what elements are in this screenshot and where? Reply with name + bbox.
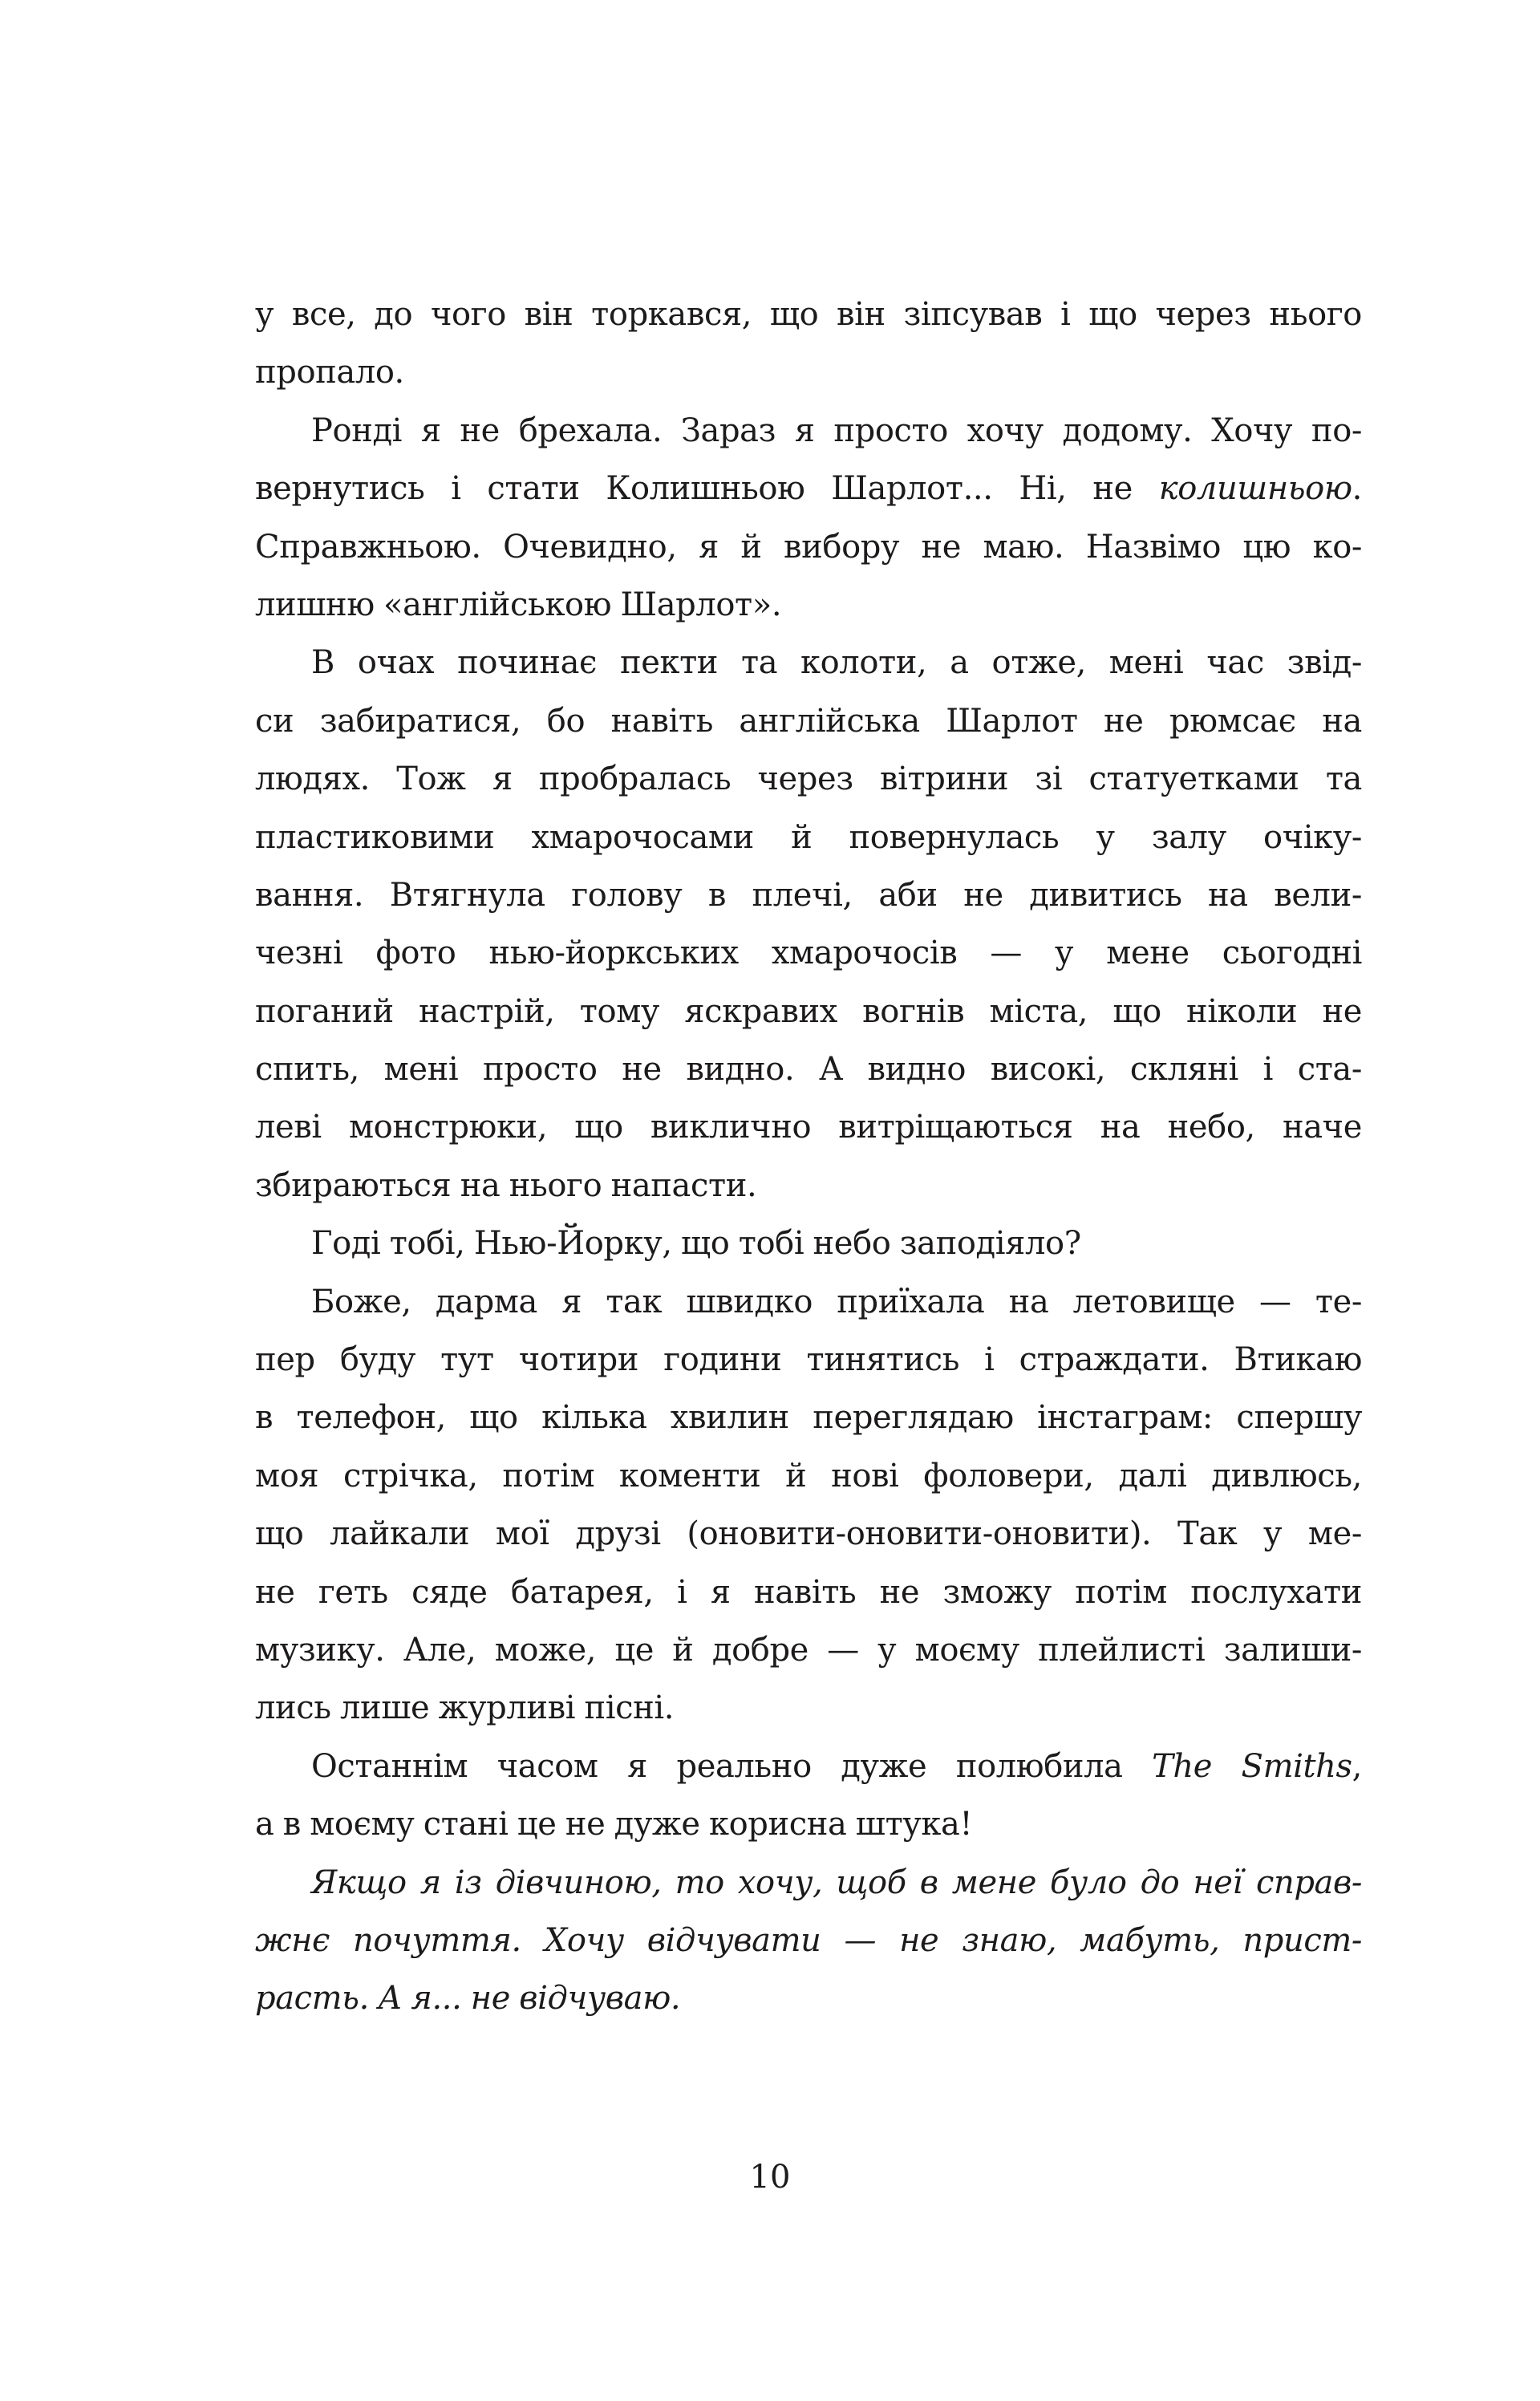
text-line <box>255 518 1362 576</box>
body-text: Боже, дарма я так швидко приїхала на летовище — те- <box>311 1283 1362 1320</box>
text-line-content <box>311 402 1362 460</box>
body-text: В очах починає пекти та колоти, а отже, мені час звід- <box>311 644 1362 682</box>
text-line <box>255 634 1362 692</box>
body-text: вання. Втягнула голову в плечі, аби не дивитись на вели- <box>255 876 1362 914</box>
text-line <box>255 1912 1362 1969</box>
text-line-content <box>255 1505 1362 1563</box>
text-line <box>255 286 1362 343</box>
text-line-content <box>255 1795 1362 1853</box>
body-text: Справжньою. Очевидно, я й вибору не маю. Назвімо цю ко- <box>255 528 1362 566</box>
text-line <box>255 1969 1362 2027</box>
text-line-content <box>311 634 1362 692</box>
text-line-content <box>255 1331 1362 1389</box>
text-line-content <box>255 1389 1362 1446</box>
text-line-content <box>311 1738 1362 1795</box>
text-line-content <box>255 692 1362 750</box>
text-line <box>255 1040 1362 1098</box>
text-line <box>255 460 1362 517</box>
text-line <box>255 343 1362 401</box>
italic-text: Якщо я із дівчиною, то хочу, щоб в мене було до неї справ- <box>311 1864 1362 1901</box>
italic-text: жнє почуття. Хочу відчувати — не знаю, мабуть, прист- <box>255 1921 1362 1959</box>
text-line <box>255 402 1362 460</box>
text-line-content <box>255 1679 1362 1737</box>
text-line-content <box>255 576 1362 634</box>
text-line <box>255 692 1362 750</box>
book-page-body <box>255 286 1362 2028</box>
text-line-content <box>311 1273 1362 1331</box>
body-text: моя стрічка, потім коменти й нові фоловери, далі дивлюсь, <box>255 1457 1362 1495</box>
italic-text: колишньою <box>1158 470 1352 508</box>
body-text: у все, до чого він торкався, що він зіпсував і що через нього <box>255 296 1362 333</box>
body-text: пропало. <box>255 354 404 391</box>
body-text: . <box>1352 470 1362 508</box>
body-text: лишню «англійською Шарлот». <box>255 586 782 623</box>
text-line-content <box>255 750 1362 808</box>
text-line <box>255 576 1362 634</box>
body-text: леві монстрюки, що виклично витріщаються на небо, наче <box>255 1109 1362 1146</box>
text-line-content <box>311 1215 1362 1272</box>
text-line-content <box>255 1447 1362 1505</box>
italic-text: расть. А я... не відчуваю. <box>255 1980 681 2018</box>
text-line-content <box>255 1621 1362 1679</box>
body-text: музику. Але, може, це й добре — у моєму плейлисті залиши- <box>255 1631 1362 1669</box>
italic-text: The Smiths <box>1152 1747 1352 1785</box>
body-text: лись лише журливі пісні. <box>255 1689 675 1727</box>
body-text: поганий настрій, тому яскравих вогнів міста, що ніколи не <box>255 992 1362 1030</box>
text-line-content <box>255 1040 1362 1098</box>
text-line-content <box>255 1563 1362 1621</box>
text-line-content <box>255 924 1362 982</box>
text-line-content <box>255 518 1362 576</box>
text-line <box>255 1795 1362 1853</box>
text-line-content <box>255 809 1362 866</box>
text-line <box>255 1215 1362 1272</box>
text-line <box>255 1505 1362 1563</box>
text-line-content <box>255 343 1362 401</box>
text-line-content <box>255 460 1362 517</box>
text-line-content <box>255 866 1362 924</box>
text-line <box>255 750 1362 808</box>
body-text: Останнім часом я реально дуже полюбила <box>311 1747 1153 1785</box>
text-line-content <box>255 286 1362 343</box>
text-line-content <box>255 1969 1362 2027</box>
body-text: пластиковими хмарочосами й повернулась у залу очіку- <box>255 818 1362 856</box>
body-text: збираються на нього напасти. <box>255 1166 757 1204</box>
text-line <box>255 1098 1362 1156</box>
text-line <box>255 809 1362 866</box>
body-text: Ронді я не брехала. Зараз я просто хочу додому. Хочу по- <box>311 412 1362 449</box>
body-text: спить, мені просто не видно. А видно високі, скляні і ста- <box>255 1051 1362 1089</box>
body-text: в телефон, що кілька хвилин переглядаю інстаграм: спершу <box>255 1399 1362 1437</box>
text-line <box>255 1563 1362 1621</box>
body-text: си забиратися, бо навіть англійська Шарлот не рюмсає на <box>255 702 1362 740</box>
text-line-content <box>311 1854 1362 1912</box>
body-text: пер буду тут чотири години тинятись і страждати. Втикаю <box>255 1341 1362 1379</box>
text-line-content <box>255 1157 1362 1215</box>
body-text: людях. Тож я пробралась через вітрини зі статуетками та <box>255 760 1362 798</box>
text-line <box>255 1273 1362 1331</box>
body-text: Годі тобі, Нью-Йорку, що тобі небо заподіяло? <box>311 1225 1081 1263</box>
text-line <box>255 1854 1362 1912</box>
text-line <box>255 983 1362 1040</box>
text-line-content <box>255 1098 1362 1156</box>
text-line-content <box>255 983 1362 1040</box>
text-line <box>255 1679 1362 1737</box>
page-number: 10 <box>749 2159 791 2196</box>
text-line-content <box>255 1912 1362 1969</box>
body-text: чезні фото нью-йоркських хмарочосів — у мене сьогодні <box>255 935 1362 972</box>
text-line <box>255 1389 1362 1446</box>
body-text: а в моєму стані це не дуже корисна штука! <box>255 1806 973 1843</box>
text-line <box>255 866 1362 924</box>
text-line <box>255 1157 1362 1215</box>
body-text: , <box>1352 1747 1362 1785</box>
body-text: що лайкали мої друзі (оновити-оновити-оновити). Так у ме- <box>255 1515 1362 1553</box>
text-line <box>255 924 1362 982</box>
text-line <box>255 1738 1362 1795</box>
text-line <box>255 1331 1362 1389</box>
body-text: не геть сяде батарея, і я навіть не зможу потім послухати <box>255 1573 1362 1611</box>
text-line <box>255 1447 1362 1505</box>
body-text: вернутись і стати Колишньою Шарлот... Ні, не <box>255 470 1159 508</box>
text-line <box>255 1621 1362 1679</box>
